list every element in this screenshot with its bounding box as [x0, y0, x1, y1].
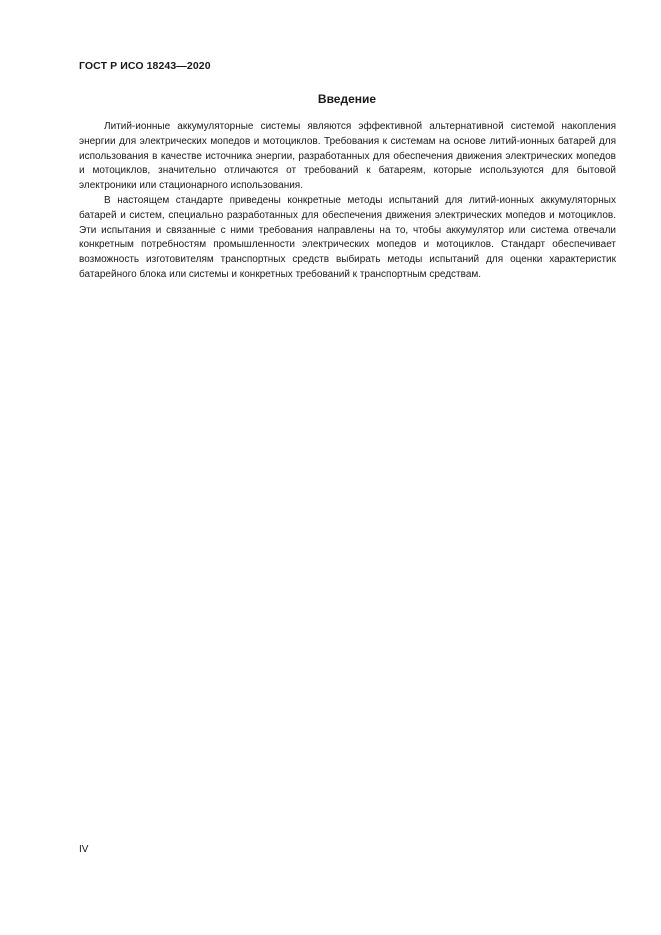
- paragraph-scope: В настоящем стандарте приведены конкретные методы испытаний для литий-ионных аккумуляторных батарей и систем, специально разработанных для обеспечения движения электрических мопедов и мотоциклов. Эти испытания и связанные с ними требования направлены на то, чтобы аккумулятор или система отвечали конкретным потребностям промышленности электрических мопедов и мотоциклов. Стандарт обеспечивает возможность изготовителям транспортных средств выбирать методы испытаний для оценки характеристик батарейного блока или системы и конкретных требований к транспортным средствам.: [79, 194, 616, 280]
- section-title: Введение: [317, 92, 377, 106]
- body-text: [79, 120, 616, 283]
- document-code-header: ГОСТ Р ИСО 18243—2020: [79, 60, 211, 72]
- paragraph-intro: Литий-ионные аккумуляторные системы являются эффективной альтернативной системой накопления энергии для электрических мопедов и мотоциклов. Требования к системам на основе литий-ионных батарей для использования в качестве источника энергии, разработанных для обеспечения движения электрических мопедов и мотоциклов, значительно отличаются от требований к батареям, которые используются для бытовой электроники или стационарного использования.: [79, 121, 616, 192]
- page-number: IV: [79, 844, 89, 855]
